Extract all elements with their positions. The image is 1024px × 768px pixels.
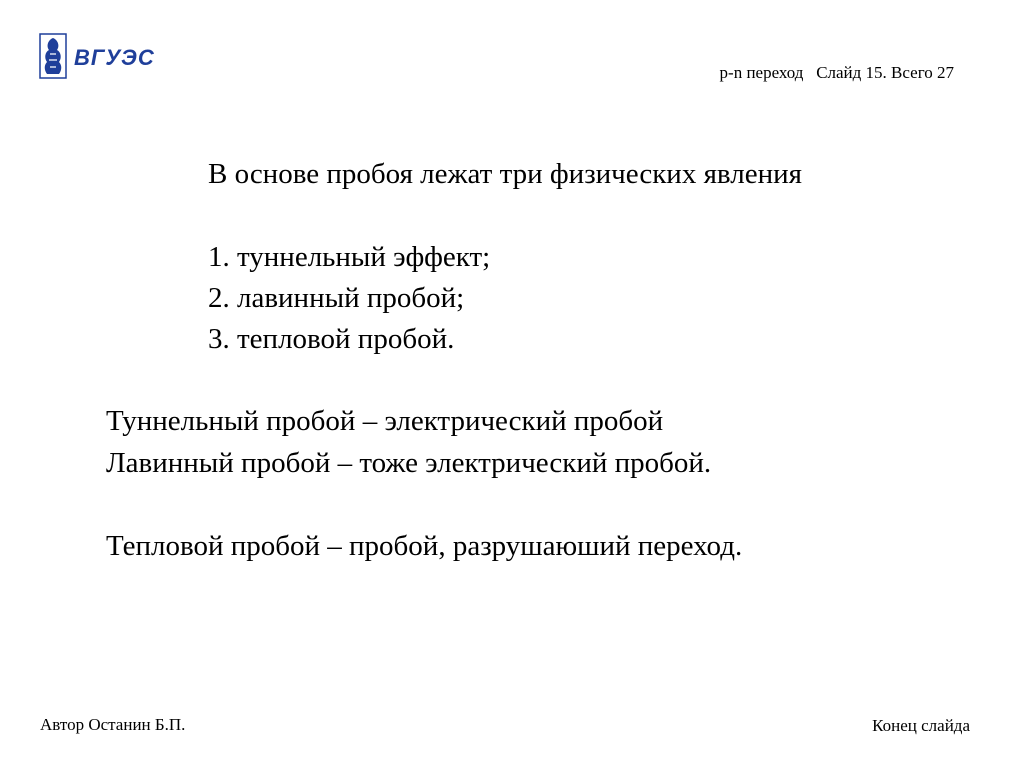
list-item: 2. лавинный пробой; [208, 282, 465, 314]
university-logo [38, 32, 158, 80]
list-item: 1. туннельный эффект; [208, 241, 491, 273]
author-label: Автор Останин Б.П. [40, 715, 186, 734]
end-slide-link[interactable]: Конец слайда [872, 716, 970, 735]
slide-header [711, 43, 954, 83]
slide-counter: Слайд 15. Всего 27 [816, 63, 954, 82]
statement-avalanche: Лавинный пробой – тоже электрический пробой. [106, 447, 712, 479]
logo-emblem-icon [38, 32, 158, 80]
statement-thermal: Тепловой пробой – пробой, разрушаюший переход. [106, 530, 743, 562]
topic-label: p-n переход [719, 63, 804, 82]
list-item: 3. тепловой пробой. [208, 323, 455, 355]
svg-text:ВГУЭС: ВГУЭС [74, 45, 155, 70]
statement-tunnel: Туннельный пробой – электрический пробой [106, 405, 664, 437]
intro-text: В основе пробоя лежат три физических явления [208, 158, 802, 190]
